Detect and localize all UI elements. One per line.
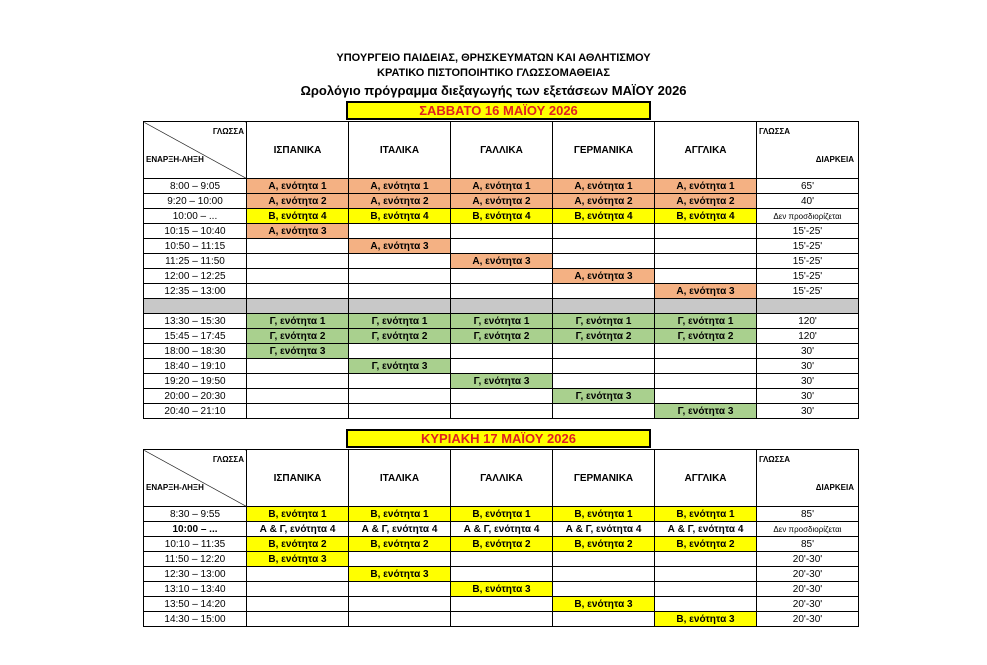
exam-cell: Β, ενότητα 1	[451, 507, 553, 522]
table-row	[144, 552, 859, 567]
header-row	[144, 450, 859, 507]
header-row	[144, 122, 859, 179]
exam-cell: Α, ενότητα 3	[247, 224, 349, 239]
duration-cell: 65'	[757, 179, 859, 194]
exam-cell	[451, 389, 553, 404]
time-cell: 10:00 – ...	[144, 522, 247, 537]
exam-cell: Α, ενότητα 2	[553, 194, 655, 209]
exam-cell	[349, 344, 451, 359]
time-cell: 13:10 – 13:40	[144, 582, 247, 597]
separator-cell	[349, 299, 451, 314]
time-cell: 18:40 – 19:10	[144, 359, 247, 374]
language-header: ΓΑΛΛΙΚΑ	[451, 122, 553, 179]
exam-cell	[247, 284, 349, 299]
exam-cell: Α & Γ, ενότητα 4	[655, 522, 757, 537]
schedule-table-saturday	[143, 121, 859, 419]
time-cell: 20:00 – 20:30	[144, 389, 247, 404]
exam-cell: Α, ενότητα 2	[655, 194, 757, 209]
duration-cell: 30'	[757, 344, 859, 359]
exam-cell	[655, 597, 757, 612]
exam-cell: Β, ενότητα 4	[349, 209, 451, 224]
duration-cell: 30'	[757, 374, 859, 389]
exam-cell	[655, 224, 757, 239]
exam-cell	[553, 582, 655, 597]
table-row	[144, 537, 859, 552]
exam-cell: Α, ενότητα 3	[349, 239, 451, 254]
start-end-label: ΕΝΑΡΞΗ-ΛΗΞΗ	[146, 155, 204, 164]
language-header: ΙΣΠΑΝΙΚΑ	[247, 122, 349, 179]
exam-cell: Α, ενότητα 2	[451, 194, 553, 209]
time-cell: 8:00 – 9:05	[144, 179, 247, 194]
exam-cell: Α & Γ, ενότητα 4	[451, 522, 553, 537]
exam-cell	[655, 239, 757, 254]
exam-cell	[553, 239, 655, 254]
exam-cell	[349, 284, 451, 299]
exam-cell	[247, 404, 349, 419]
duration-cell: 20'-30'	[757, 567, 859, 582]
exam-cell: Γ, ενότητα 2	[553, 329, 655, 344]
exam-cell	[553, 254, 655, 269]
language-header: ΓΕΡΜΑΝΙΚΑ	[553, 450, 655, 507]
exam-cell	[451, 224, 553, 239]
day-banner-sunday: ΚΥΡΙΑΚΗ 17 ΜΑΪΟΥ 2026	[346, 429, 651, 448]
table-row	[144, 404, 859, 419]
exam-cell: Β, ενότητα 3	[553, 597, 655, 612]
time-cell: 12:00 – 12:25	[144, 269, 247, 284]
exam-cell	[451, 567, 553, 582]
exam-cell: Γ, ενότητα 1	[451, 314, 553, 329]
exam-cell: Β, ενότητα 2	[349, 537, 451, 552]
table-row	[144, 254, 859, 269]
table-row	[144, 344, 859, 359]
table-row	[144, 582, 859, 597]
exam-cell	[655, 567, 757, 582]
table-row	[144, 179, 859, 194]
exam-cell	[451, 239, 553, 254]
duration-cell: 20'-30'	[757, 552, 859, 567]
exam-cell	[553, 344, 655, 359]
table-row	[144, 374, 859, 389]
exam-cell	[349, 389, 451, 404]
exam-cell	[247, 254, 349, 269]
duration-cell: Δεν προσδιορίζεται	[757, 209, 859, 224]
exam-cell	[451, 597, 553, 612]
duration-cell: 15'-25'	[757, 284, 859, 299]
duration-label: ΔΙΑΡΚΕΙΑ	[815, 155, 854, 164]
exam-cell	[451, 552, 553, 567]
exam-cell	[655, 344, 757, 359]
exam-cell: Β, ενότητα 1	[247, 507, 349, 522]
duration-cell: 85'	[757, 537, 859, 552]
time-cell: 13:50 – 14:20	[144, 597, 247, 612]
exam-cell: Β, ενότητα 2	[451, 537, 553, 552]
duration-cell: 15'-25'	[757, 254, 859, 269]
exam-cell: Γ, ενότητα 1	[553, 314, 655, 329]
exam-cell	[553, 359, 655, 374]
duration-cell: 20'-30'	[757, 612, 859, 627]
exam-cell: Α, ενότητα 1	[349, 179, 451, 194]
exam-cell: Β, ενότητα 3	[349, 567, 451, 582]
exam-cell	[349, 552, 451, 567]
exam-cell	[349, 269, 451, 284]
duration-cell: 15'-25'	[757, 239, 859, 254]
exam-cell: Γ, ενότητα 1	[655, 314, 757, 329]
exam-cell: Γ, ενότητα 1	[247, 314, 349, 329]
time-cell: 20:40 – 21:10	[144, 404, 247, 419]
language-header: ΙΤΑΛΙΚΑ	[349, 122, 451, 179]
exam-cell	[451, 344, 553, 359]
language-header: ΑΓΓΛΙΚΑ	[655, 450, 757, 507]
exam-cell: Β, ενότητα 1	[349, 507, 451, 522]
exam-cell: Β, ενότητα 2	[247, 537, 349, 552]
table-row	[144, 209, 859, 224]
exam-cell: Γ, ενότητα 3	[655, 404, 757, 419]
exam-cell	[553, 284, 655, 299]
exam-cell: Β, ενότητα 1	[553, 507, 655, 522]
schedule-table-sunday	[143, 449, 859, 627]
table-row	[144, 522, 859, 537]
exam-cell: Α & Γ, ενότητα 4	[247, 522, 349, 537]
table-row	[144, 612, 859, 627]
duration-cell: 85'	[757, 507, 859, 522]
exam-cell	[655, 582, 757, 597]
exam-cell: Β, ενότητα 2	[655, 537, 757, 552]
separator-cell	[144, 299, 247, 314]
duration-cell: 15'-25'	[757, 224, 859, 239]
table-row	[144, 329, 859, 344]
exam-cell	[247, 597, 349, 612]
exam-cell	[655, 269, 757, 284]
exam-cell	[247, 389, 349, 404]
exam-cell: Α, ενότητα 3	[655, 284, 757, 299]
exam-cell	[349, 612, 451, 627]
exam-cell	[655, 254, 757, 269]
time-cell: 10:00 – ...	[144, 209, 247, 224]
time-cell: 11:25 – 11:50	[144, 254, 247, 269]
exam-cell: Α, ενότητα 1	[655, 179, 757, 194]
exam-cell	[553, 404, 655, 419]
exam-cell	[349, 404, 451, 419]
exam-cell	[655, 389, 757, 404]
time-cell: 15:45 – 17:45	[144, 329, 247, 344]
exam-cell: Β, ενότητα 3	[655, 612, 757, 627]
duration-cell: 40'	[757, 194, 859, 209]
exam-cell: Β, ενότητα 4	[553, 209, 655, 224]
time-cell: 10:15 – 10:40	[144, 224, 247, 239]
language-label: ΓΛΩΣΣΑ	[212, 127, 244, 136]
time-cell: 19:20 – 19:50	[144, 374, 247, 389]
exam-cell	[349, 374, 451, 389]
exam-cell: Γ, ενότητα 3	[553, 389, 655, 404]
exam-cell: Α, ενότητα 2	[247, 194, 349, 209]
exam-cell	[553, 374, 655, 389]
table-row	[144, 389, 859, 404]
separator-cell	[553, 299, 655, 314]
table-row	[144, 597, 859, 612]
header-corner-cell	[144, 450, 247, 507]
table-row	[144, 314, 859, 329]
program-heading: ΚΡΑΤΙΚΟ ΠΙΣΤΟΠΟΙΗΤΙΚΟ ΓΛΩΣΣΟΜΑΘΕΙΑΣ	[377, 67, 610, 79]
separator-cell	[655, 299, 757, 314]
exam-cell: Γ, ενότητα 2	[349, 329, 451, 344]
table-row	[144, 194, 859, 209]
exam-cell: Α, ενότητα 1	[451, 179, 553, 194]
exam-cell	[349, 254, 451, 269]
exam-cell: Γ, ενότητα 2	[247, 329, 349, 344]
separator-cell	[451, 299, 553, 314]
exam-cell	[247, 582, 349, 597]
exam-cell	[247, 374, 349, 389]
exam-cell: Γ, ενότητα 3	[451, 374, 553, 389]
exam-cell	[247, 567, 349, 582]
exam-cell: Γ, ενότητα 3	[247, 344, 349, 359]
time-cell: 18:00 – 18:30	[144, 344, 247, 359]
duration-cell: 30'	[757, 359, 859, 374]
table-row	[144, 567, 859, 582]
time-cell: 10:10 – 11:35	[144, 537, 247, 552]
table-row	[144, 224, 859, 239]
exam-cell	[451, 359, 553, 374]
start-end-label: ΕΝΑΡΞΗ-ΛΗΞΗ	[146, 483, 204, 492]
exam-cell: Α & Γ, ενότητα 4	[349, 522, 451, 537]
duration-header-cell	[757, 122, 859, 179]
table-row	[144, 359, 859, 374]
exam-cell	[451, 269, 553, 284]
exam-cell: Β, ενότητα 3	[451, 582, 553, 597]
time-cell: 10:50 – 11:15	[144, 239, 247, 254]
language-header: ΓΑΛΛΙΚΑ	[451, 450, 553, 507]
exam-cell	[451, 404, 553, 419]
exam-cell: Γ, ενότητα 2	[451, 329, 553, 344]
separator-row	[144, 299, 859, 314]
table-row	[144, 507, 859, 522]
language-label: ΓΛΩΣΣΑ	[212, 455, 244, 464]
day-banner-saturday: ΣΑΒΒΑΤΟ 16 ΜΑΪΟΥ 2026	[346, 101, 651, 120]
exam-cell	[349, 597, 451, 612]
exam-cell: Β, ενότητα 4	[247, 209, 349, 224]
ministry-heading: ΥΠΟΥΡΓΕΙΟ ΠΑΙΔΕΙΑΣ, ΘΡΗΣΚΕΥΜΑΤΩΝ ΚΑΙ ΑΘΛΗΤΙΣΜΟΥ	[336, 52, 651, 64]
language-header: ΙΤΑΛΙΚΑ	[349, 450, 451, 507]
time-cell: 9:20 – 10:00	[144, 194, 247, 209]
exam-cell	[451, 284, 553, 299]
time-cell: 11:50 – 12:20	[144, 552, 247, 567]
separator-cell	[757, 299, 859, 314]
exam-cell: Β, ενότητα 1	[655, 507, 757, 522]
table-row	[144, 284, 859, 299]
exam-cell	[655, 374, 757, 389]
document-title: Ωρολόγιο πρόγραμμα διεξαγωγής των εξετάσεων ΜΑΪΟΥ 2026	[300, 83, 687, 98]
duration-cell: Δεν προσδιορίζεται	[757, 522, 859, 537]
time-cell: 8:30 – 9:55	[144, 507, 247, 522]
language-header: ΑΓΓΛΙΚΑ	[655, 122, 757, 179]
exam-cell: Α, ενότητα 1	[553, 179, 655, 194]
language-label: ΓΛΩΣΣΑ	[759, 455, 791, 464]
language-header: ΓΕΡΜΑΝΙΚΑ	[553, 122, 655, 179]
exam-cell	[655, 359, 757, 374]
time-cell: 12:30 – 13:00	[144, 567, 247, 582]
duration-cell: 120'	[757, 314, 859, 329]
duration-cell: 15'-25'	[757, 269, 859, 284]
time-cell: 14:30 – 15:00	[144, 612, 247, 627]
exam-cell	[247, 359, 349, 374]
table-row	[144, 239, 859, 254]
exam-cell: Γ, ενότητα 1	[349, 314, 451, 329]
exam-cell: Α & Γ, ενότητα 4	[553, 522, 655, 537]
exam-cell	[655, 552, 757, 567]
exam-cell	[553, 224, 655, 239]
exam-cell	[349, 224, 451, 239]
exam-cell	[553, 552, 655, 567]
time-cell: 13:30 – 15:30	[144, 314, 247, 329]
exam-cell	[247, 612, 349, 627]
duration-cell: 30'	[757, 389, 859, 404]
duration-cell: 20'-30'	[757, 597, 859, 612]
duration-cell: 20'-30'	[757, 582, 859, 597]
time-cell: 12:35 – 13:00	[144, 284, 247, 299]
table-row	[144, 269, 859, 284]
exam-cell	[247, 269, 349, 284]
exam-cell	[451, 612, 553, 627]
exam-cell	[349, 582, 451, 597]
duration-cell: 30'	[757, 404, 859, 419]
language-label: ΓΛΩΣΣΑ	[759, 127, 791, 136]
exam-cell	[553, 612, 655, 627]
exam-cell: Γ, ενότητα 3	[349, 359, 451, 374]
duration-cell: 120'	[757, 329, 859, 344]
exam-cell: Α, ενότητα 1	[247, 179, 349, 194]
separator-cell	[247, 299, 349, 314]
language-header: ΙΣΠΑΝΙΚΑ	[247, 450, 349, 507]
exam-cell	[553, 567, 655, 582]
exam-cell: Β, ενότητα 4	[451, 209, 553, 224]
exam-cell: Α, ενότητα 3	[553, 269, 655, 284]
duration-label: ΔΙΑΡΚΕΙΑ	[815, 483, 854, 492]
exam-cell: Α, ενότητα 2	[349, 194, 451, 209]
exam-cell: Β, ενότητα 3	[247, 552, 349, 567]
header-corner-cell	[144, 122, 247, 179]
exam-cell: Α, ενότητα 3	[451, 254, 553, 269]
exam-cell: Β, ενότητα 2	[553, 537, 655, 552]
exam-cell: Β, ενότητα 4	[655, 209, 757, 224]
duration-header-cell	[757, 450, 859, 507]
exam-cell: Γ, ενότητα 2	[655, 329, 757, 344]
exam-cell	[247, 239, 349, 254]
